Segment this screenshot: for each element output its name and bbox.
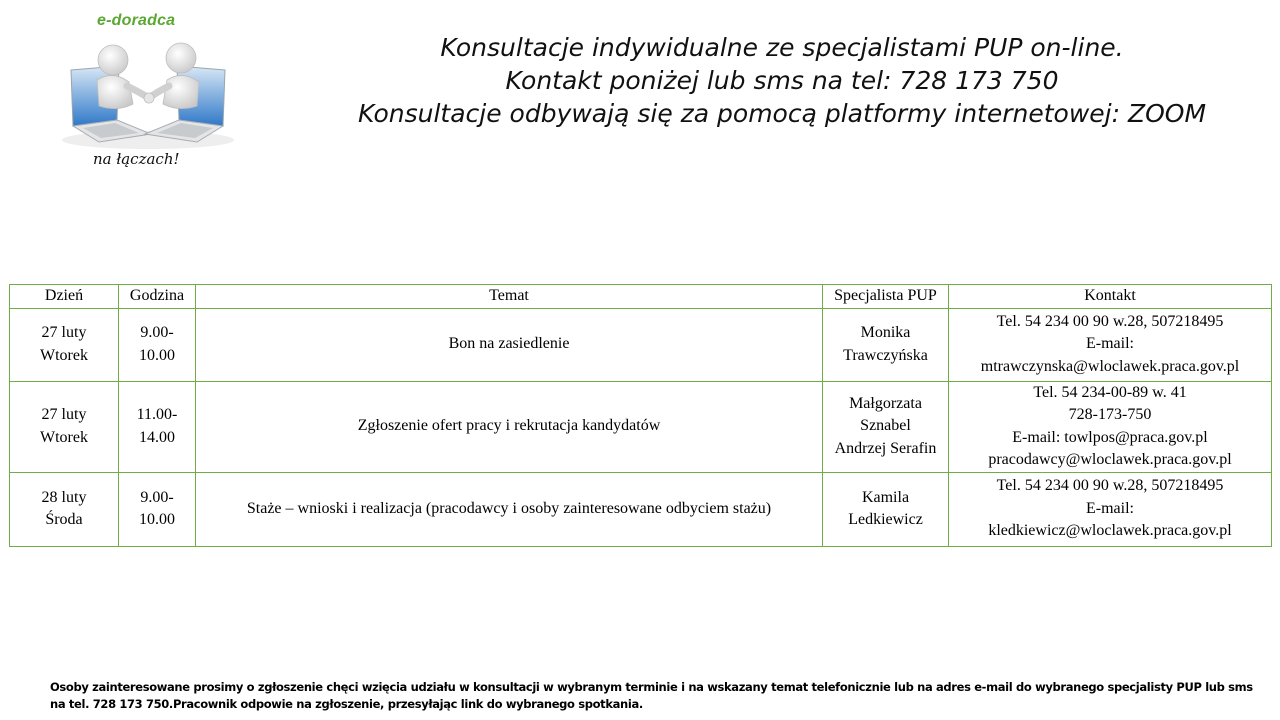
specialist-line: Monika: [860, 324, 911, 341]
footer-line-2: na tel. 728 173 750.Pracownik odpowie na zgłoszenie, przesyłając link do wybranego spotkania.: [50, 697, 643, 711]
table-row: [10, 472, 1272, 546]
topic-cell: Bon na zasiedlenie: [196, 308, 823, 381]
contact-phone: Tel. 54 234 00 90 w.28, 507218495: [996, 477, 1224, 495]
contact-email-label: E-mail:: [1086, 335, 1134, 353]
specialist-cell: [823, 308, 949, 381]
contact-email-link[interactable]: pracodawcy@wloclawek.praca.gov.pl: [988, 451, 1232, 468]
day-weekday: Wtorek: [40, 428, 88, 446]
specialist-line: Małgorzata: [849, 394, 922, 412]
time-end: 10.00: [139, 346, 175, 364]
specialist-line: Andrzej Serafin: [834, 439, 937, 457]
e-doradca-logo: [55, 10, 240, 175]
specialist-line: Ledkiewicz: [848, 511, 923, 528]
specialist-cell: [823, 381, 949, 472]
column-header-time: Godzina: [119, 285, 196, 309]
table-header-row: [10, 285, 1272, 309]
time-end: 14.00: [139, 428, 175, 446]
footer-line-1: Osoby zainteresowane prosimy o zgłoszenie chęci wzięcia udziału w konsultacji w wybranym terminie i na wskazany temat telefonicznie lub na adres e-mail do wybranego specjalisty PUP lub sms: [50, 680, 1253, 694]
contact-phone: Tel. 54 234 00 90 w.28, 507218495: [996, 312, 1224, 330]
time-cell: [119, 308, 196, 381]
page-header: [282, 31, 1280, 130]
logo-tagline: na łączach!: [93, 150, 180, 168]
topic-cell: Zgłoszenie ofert pracy i rekrutacja kandydatów: [196, 381, 823, 472]
specialist-line: Sznabel: [860, 417, 911, 435]
specialist-line: Kamila: [861, 488, 910, 506]
time-start: 11.00-: [136, 406, 178, 423]
contact-phone-mobile: 728-173-750: [1068, 406, 1152, 423]
contact-cell: [949, 472, 1272, 546]
column-header-day: Dzień: [10, 285, 119, 309]
time-end: 10.00: [139, 511, 175, 528]
contact-email-link[interactable]: kledkiewicz@wloclawek.praca.gov.pl: [988, 522, 1232, 540]
day-cell: [10, 308, 119, 381]
contact-email-label: E-mail:: [1086, 499, 1134, 517]
contact-phone: Tel. 54 234-00-89 w. 41: [1033, 383, 1187, 401]
handshake-laptops-logo-icon: [59, 34, 237, 150]
topic-cell: Staże – wnioski i realizacja (pracodawcy i osoby zainteresowane odbyciem stażu): [196, 472, 823, 546]
header-line-1: Konsultacje indywidualne ze specjalistami PUP on-line.: [440, 33, 1124, 62]
logo-title: e-doradca: [97, 12, 176, 29]
day-weekday: Wtorek: [40, 346, 88, 364]
day-cell: [10, 472, 119, 546]
column-header-contact: Kontakt: [949, 285, 1272, 309]
table-row: [10, 308, 1272, 381]
column-header-specialist: Specjalista PUP: [823, 285, 949, 309]
time-start: 9.00-: [140, 324, 174, 341]
consultation-schedule-table: [9, 284, 1272, 547]
day-date: 27 luty: [41, 406, 87, 423]
day-date: 28 luty: [41, 488, 87, 506]
footer-note: [50, 679, 1270, 713]
time-cell: [119, 472, 196, 546]
column-header-topic: Temat: [196, 285, 823, 309]
contact-cell: [949, 308, 1272, 381]
day-weekday: Środa: [45, 511, 83, 528]
day-cell: [10, 381, 119, 472]
specialist-cell: [823, 472, 949, 546]
table-row: [10, 381, 1272, 472]
contact-cell: [949, 381, 1272, 472]
contact-email-link[interactable]: E-mail: towlpos@praca.gov.pl: [1012, 428, 1208, 446]
header-line-2: Kontakt poniżej lub sms na tel: 728 173 750: [505, 66, 1059, 95]
contact-email-link[interactable]: mtrawczynska@wloclawek.praca.gov.pl: [980, 357, 1240, 375]
specialist-line: Trawczyńska: [843, 346, 928, 364]
time-cell: [119, 381, 196, 472]
time-start: 9.00-: [140, 488, 174, 506]
header-line-3: Konsultacje odbywają się za pomocą platformy internetowej: ZOOM: [357, 99, 1207, 128]
day-date: 27 luty: [41, 324, 87, 341]
